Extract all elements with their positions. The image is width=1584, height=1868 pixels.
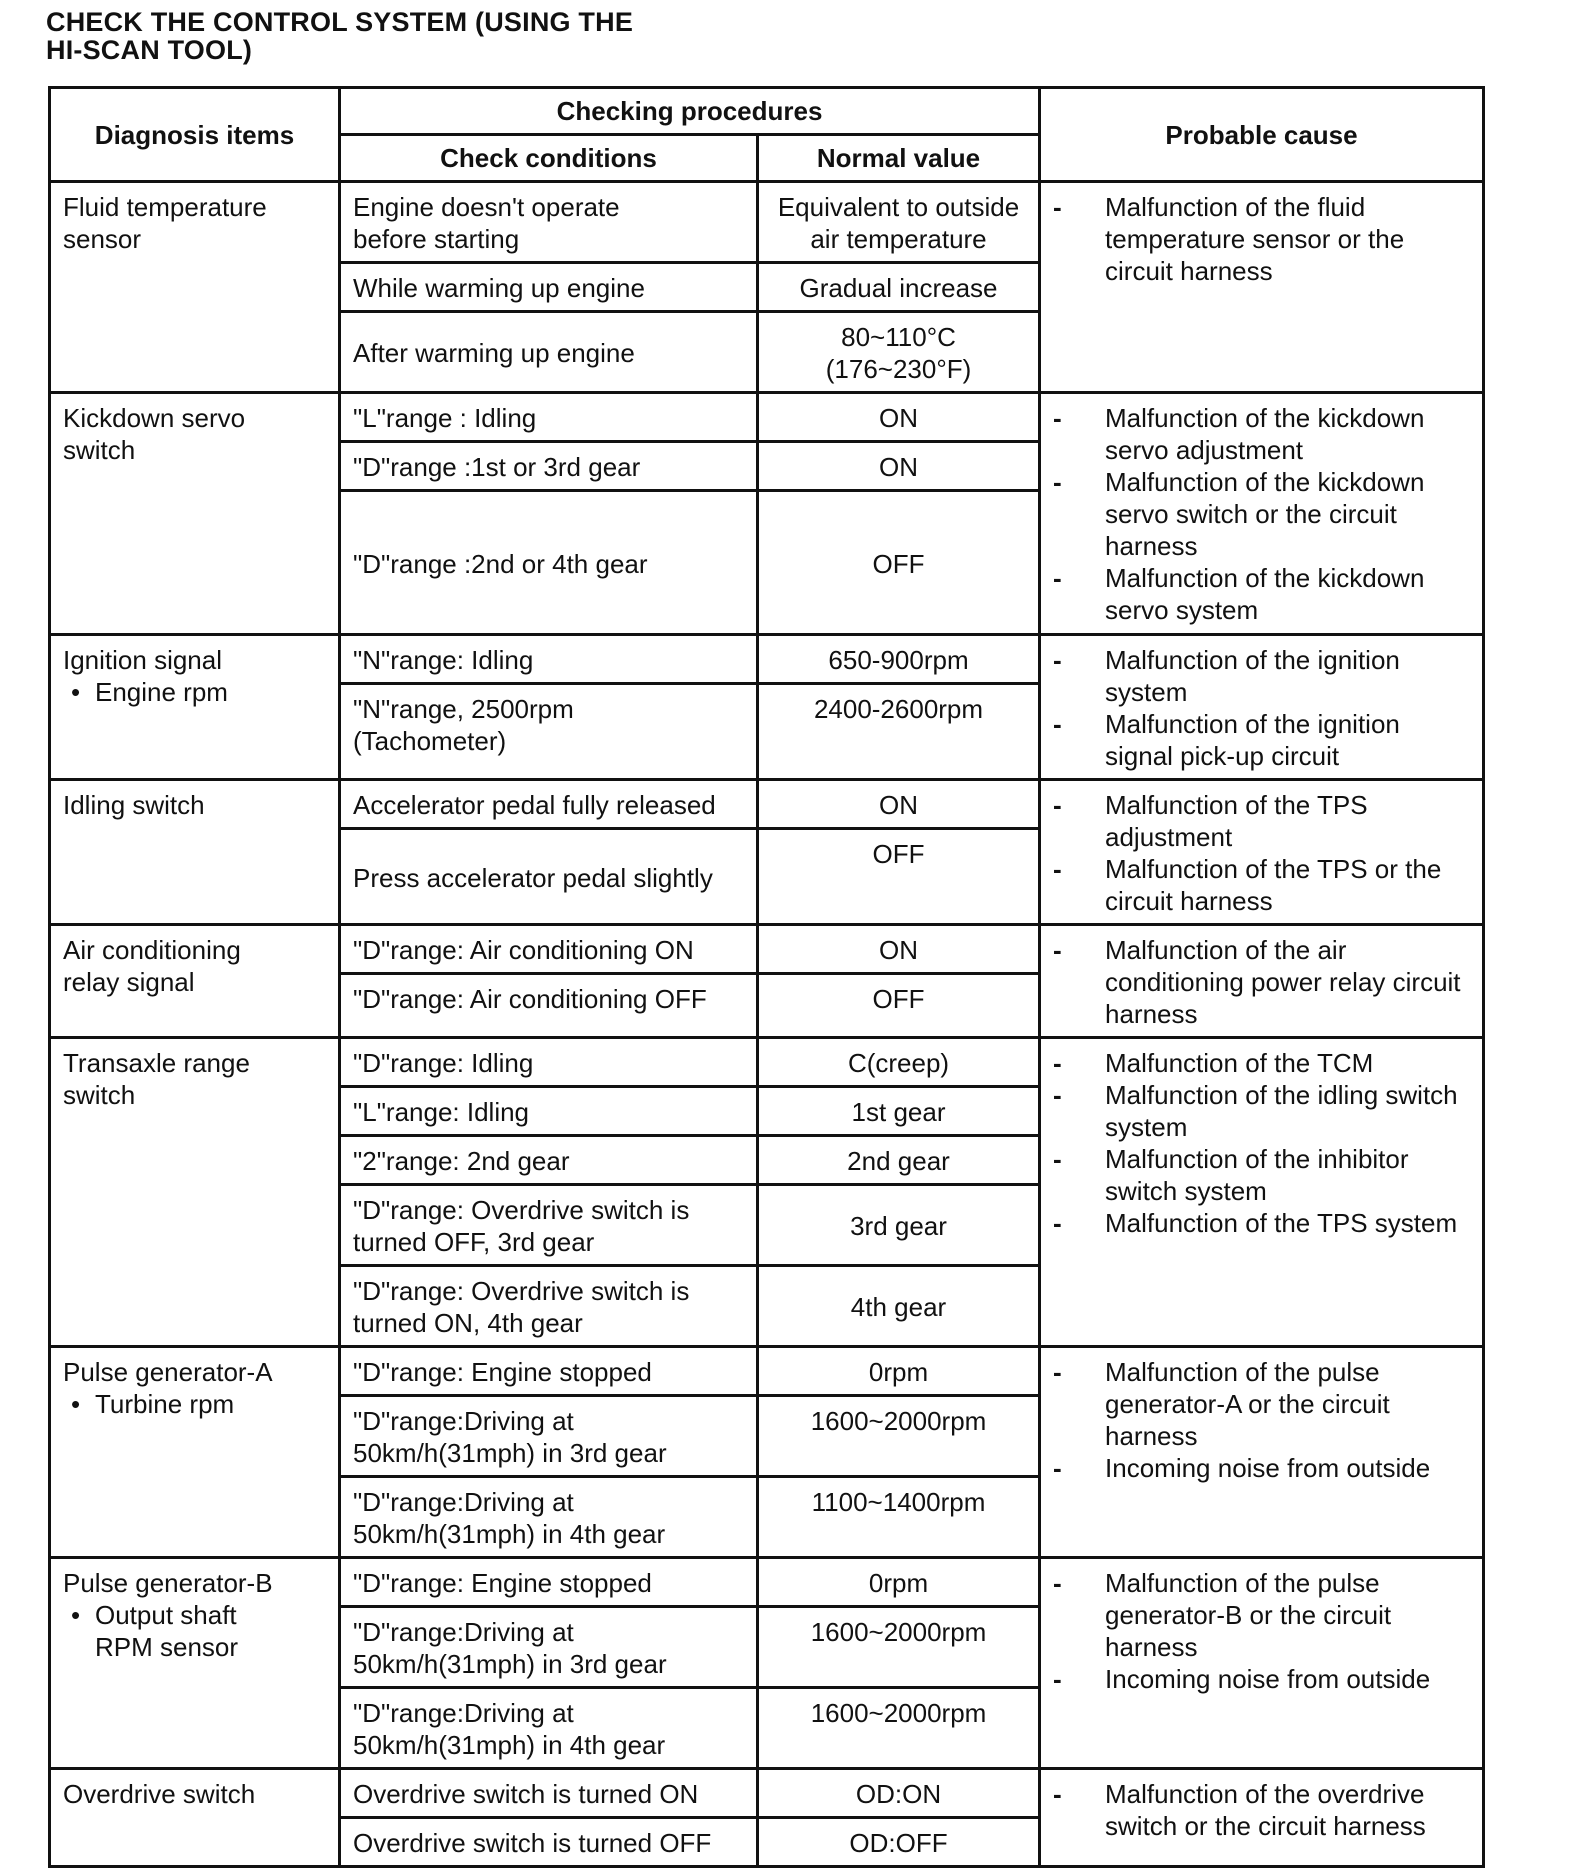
- check-condition-cell: Press accelerator pedal slightly: [340, 829, 758, 925]
- check-condition-cell: "D"range: Engine stopped: [340, 1347, 758, 1396]
- normal-value-cell: OFF: [758, 974, 1040, 1038]
- page-title-line-1: CHECK THE CONTROL SYSTEM (USING THE: [46, 7, 634, 37]
- check-condition-cell: "D"range :2nd or 4th gear: [340, 491, 758, 635]
- diagnosis-item-cell: [50, 1769, 340, 1867]
- diagnosis-item-cell: [50, 393, 340, 635]
- normal-value-cell: 0rpm: [758, 1558, 1040, 1607]
- probable-cause-list: [1053, 1567, 1470, 1695]
- probable-cause-cell: [1040, 393, 1484, 635]
- probable-cause-item: - Malfunction of the TPS or the circuit harness: [1053, 853, 1470, 917]
- diagnosis-item-subitem: • Engine rpm: [63, 676, 326, 708]
- diagnosis-item-name: Pulse generator-B: [63, 1568, 273, 1598]
- normal-value-cell: ON: [758, 442, 1040, 491]
- diagnosis-item-subitem: • Output shaft RPM sensor: [63, 1599, 326, 1663]
- probable-cause-item: - Incoming noise from outside: [1053, 1452, 1470, 1484]
- probable-cause-cell: [1040, 182, 1484, 393]
- normal-value-cell: OD:OFF: [758, 1818, 1040, 1867]
- check-condition-cell: "D"range:Driving at 50km/h(31mph) in 3rd gear: [340, 1396, 758, 1477]
- probable-cause-item: - Malfunction of the ignition signal pick-up circuit: [1053, 708, 1470, 772]
- normal-value-cell: OD:ON: [758, 1769, 1040, 1818]
- probable-cause-item: - Malfunction of the overdrive switch or the circuit harness: [1053, 1778, 1470, 1842]
- diagnosis-item-cell: [50, 182, 340, 393]
- diagnosis-item-name: Overdrive switch: [63, 1779, 256, 1809]
- probable-cause-item: - Malfunction of the pulse generator-A or the circuit harness: [1053, 1356, 1470, 1452]
- diagnosis-item-cell: [50, 635, 340, 780]
- probable-cause-cell: [1040, 1038, 1484, 1347]
- table-body: [50, 182, 1484, 1867]
- probable-cause-list: [1053, 402, 1470, 626]
- table-row: [50, 1558, 1484, 1607]
- check-condition-cell: "D"range: Overdrive switch is turned ON, 4th gear: [340, 1266, 758, 1347]
- header-checking-procedures: Checking procedures: [340, 88, 1040, 135]
- check-condition-cell: "D"range:Driving at 50km/h(31mph) in 4th gear: [340, 1688, 758, 1769]
- check-condition-cell: "N"range: Idling: [340, 635, 758, 684]
- probable-cause-list: [1053, 1047, 1470, 1239]
- diagnosis-item-cell: [50, 1347, 340, 1558]
- table-header: [50, 88, 1484, 182]
- probable-cause-list: [1053, 789, 1470, 917]
- table-row: [50, 1769, 1484, 1818]
- probable-cause-list: [1053, 1778, 1470, 1842]
- normal-value-cell: OFF: [758, 491, 1040, 635]
- probable-cause-item: - Malfunction of the idling switch system: [1053, 1079, 1470, 1143]
- normal-value-cell: 650-900rpm: [758, 635, 1040, 684]
- header-probable-cause: Probable cause: [1040, 88, 1484, 182]
- check-condition-cell: While warming up engine: [340, 263, 758, 312]
- check-condition-cell: "D"range: Overdrive switch is turned OFF, 3rd gear: [340, 1185, 758, 1266]
- table-row: [50, 1347, 1484, 1396]
- check-condition-cell: "D"range:Driving at 50km/h(31mph) in 4th gear: [340, 1477, 758, 1558]
- normal-value-cell: 1600~2000rpm: [758, 1396, 1040, 1477]
- probable-cause-cell: [1040, 1558, 1484, 1769]
- check-condition-cell: "D"range :1st or 3rd gear: [340, 442, 758, 491]
- header-check-conditions: Check conditions: [340, 135, 758, 182]
- page-title-line-2: HI-SCAN TOOL): [46, 35, 253, 65]
- normal-value-cell: ON: [758, 780, 1040, 829]
- check-condition-cell: Overdrive switch is turned ON: [340, 1769, 758, 1818]
- probable-cause-list: [1053, 191, 1470, 287]
- diagnosis-item-name: Transaxle range switch: [63, 1048, 250, 1110]
- probable-cause-item: - Malfunction of the pulse generator-B or the circuit harness: [1053, 1567, 1470, 1663]
- diagnosis-item-name: Ignition signal: [63, 645, 222, 675]
- diagnosis-item-name: Pulse generator-A: [63, 1357, 273, 1387]
- normal-value-cell: 0rpm: [758, 1347, 1040, 1396]
- normal-value-cell: ON: [758, 925, 1040, 974]
- table-row: [50, 635, 1484, 684]
- diagnosis-item-name: Idling switch: [63, 790, 205, 820]
- probable-cause-cell: [1040, 1347, 1484, 1558]
- table-row: [50, 393, 1484, 442]
- probable-cause-item: - Malfunction of the ignition system: [1053, 644, 1470, 708]
- check-condition-cell: "L"range: Idling: [340, 1087, 758, 1136]
- probable-cause-item: - Malfunction of the TCM: [1053, 1047, 1470, 1079]
- probable-cause-item: - Malfunction of the kickdown servo switch or the circuit harness: [1053, 466, 1470, 562]
- normal-value-cell: 3rd gear: [758, 1185, 1040, 1266]
- table-row: [50, 925, 1484, 974]
- normal-value-cell: 1600~2000rpm: [758, 1688, 1040, 1769]
- normal-value-cell: 2400-2600rpm: [758, 684, 1040, 780]
- probable-cause-item: - Malfunction of the fluid temperature sensor or the circuit harness: [1053, 191, 1470, 287]
- probable-cause-list: [1053, 644, 1470, 772]
- check-condition-cell: "D"range: Idling: [340, 1038, 758, 1087]
- probable-cause-cell: [1040, 780, 1484, 925]
- normal-value-cell: 4th gear: [758, 1266, 1040, 1347]
- diagnosis-item-cell: [50, 1558, 340, 1769]
- normal-value-cell: Equivalent to outside air temperature: [758, 182, 1040, 263]
- normal-value-cell: ON: [758, 393, 1040, 442]
- page-title: [46, 8, 633, 64]
- check-condition-cell: "D"range:Driving at 50km/h(31mph) in 3rd gear: [340, 1607, 758, 1688]
- diagnosis-item-subitem: • Turbine rpm: [63, 1388, 326, 1420]
- diagnosis-item-cell: [50, 1038, 340, 1347]
- check-condition-cell: "D"range: Air conditioning OFF: [340, 974, 758, 1038]
- probable-cause-cell: [1040, 925, 1484, 1038]
- normal-value-cell: C(creep): [758, 1038, 1040, 1087]
- probable-cause-item: - Malfunction of the inhibitor switch system: [1053, 1143, 1470, 1207]
- probable-cause-cell: [1040, 1769, 1484, 1867]
- normal-value-cell: 1st gear: [758, 1087, 1040, 1136]
- probable-cause-item: - Malfunction of the kickdown servo system: [1053, 562, 1470, 626]
- probable-cause-item: - Malfunction of the air conditioning power relay circuit harness: [1053, 934, 1470, 1030]
- header-normal-value: Normal value: [758, 135, 1040, 182]
- probable-cause-item: - Malfunction of the TPS adjustment: [1053, 789, 1470, 853]
- header-diagnosis-items: Diagnosis items: [50, 88, 340, 182]
- check-condition-cell: "L"range : Idling: [340, 393, 758, 442]
- probable-cause-item: - Malfunction of the TPS system: [1053, 1207, 1470, 1239]
- diagnosis-item-cell: [50, 780, 340, 925]
- normal-value-cell: Gradual increase: [758, 263, 1040, 312]
- diagnosis-item-name: Air conditioning relay signal: [63, 935, 241, 997]
- normal-value-cell: 1600~2000rpm: [758, 1607, 1040, 1688]
- normal-value-cell: 2nd gear: [758, 1136, 1040, 1185]
- probable-cause-list: [1053, 934, 1470, 1030]
- check-condition-cell: Overdrive switch is turned OFF: [340, 1818, 758, 1867]
- table-row: [50, 1038, 1484, 1087]
- probable-cause-item: - Malfunction of the kickdown servo adjustment: [1053, 402, 1470, 466]
- probable-cause-list: [1053, 1356, 1470, 1484]
- check-condition-cell: "N"range, 2500rpm (Tachometer): [340, 684, 758, 780]
- check-condition-cell: "2"range: 2nd gear: [340, 1136, 758, 1185]
- check-condition-cell: After warming up engine: [340, 312, 758, 393]
- probable-cause-item: - Incoming noise from outside: [1053, 1663, 1470, 1695]
- check-condition-cell: Engine doesn't operate before starting: [340, 182, 758, 263]
- check-condition-cell: "D"range: Engine stopped: [340, 1558, 758, 1607]
- probable-cause-cell: [1040, 635, 1484, 780]
- normal-value-cell: OFF: [758, 829, 1040, 925]
- check-condition-cell: "D"range: Air conditioning ON: [340, 925, 758, 974]
- check-condition-cell: Accelerator pedal fully released: [340, 780, 758, 829]
- table-row: [50, 780, 1484, 829]
- normal-value-cell: 1100~1400rpm: [758, 1477, 1040, 1558]
- diagnosis-table: [48, 86, 1485, 1868]
- normal-value-cell: 80~110°C (176~230°F): [758, 312, 1040, 393]
- diagnosis-item-name: Fluid temperature sensor: [63, 192, 267, 254]
- table-row: [50, 182, 1484, 263]
- diagnosis-item-cell: [50, 925, 340, 1038]
- diagnosis-item-name: Kickdown servo switch: [63, 403, 246, 465]
